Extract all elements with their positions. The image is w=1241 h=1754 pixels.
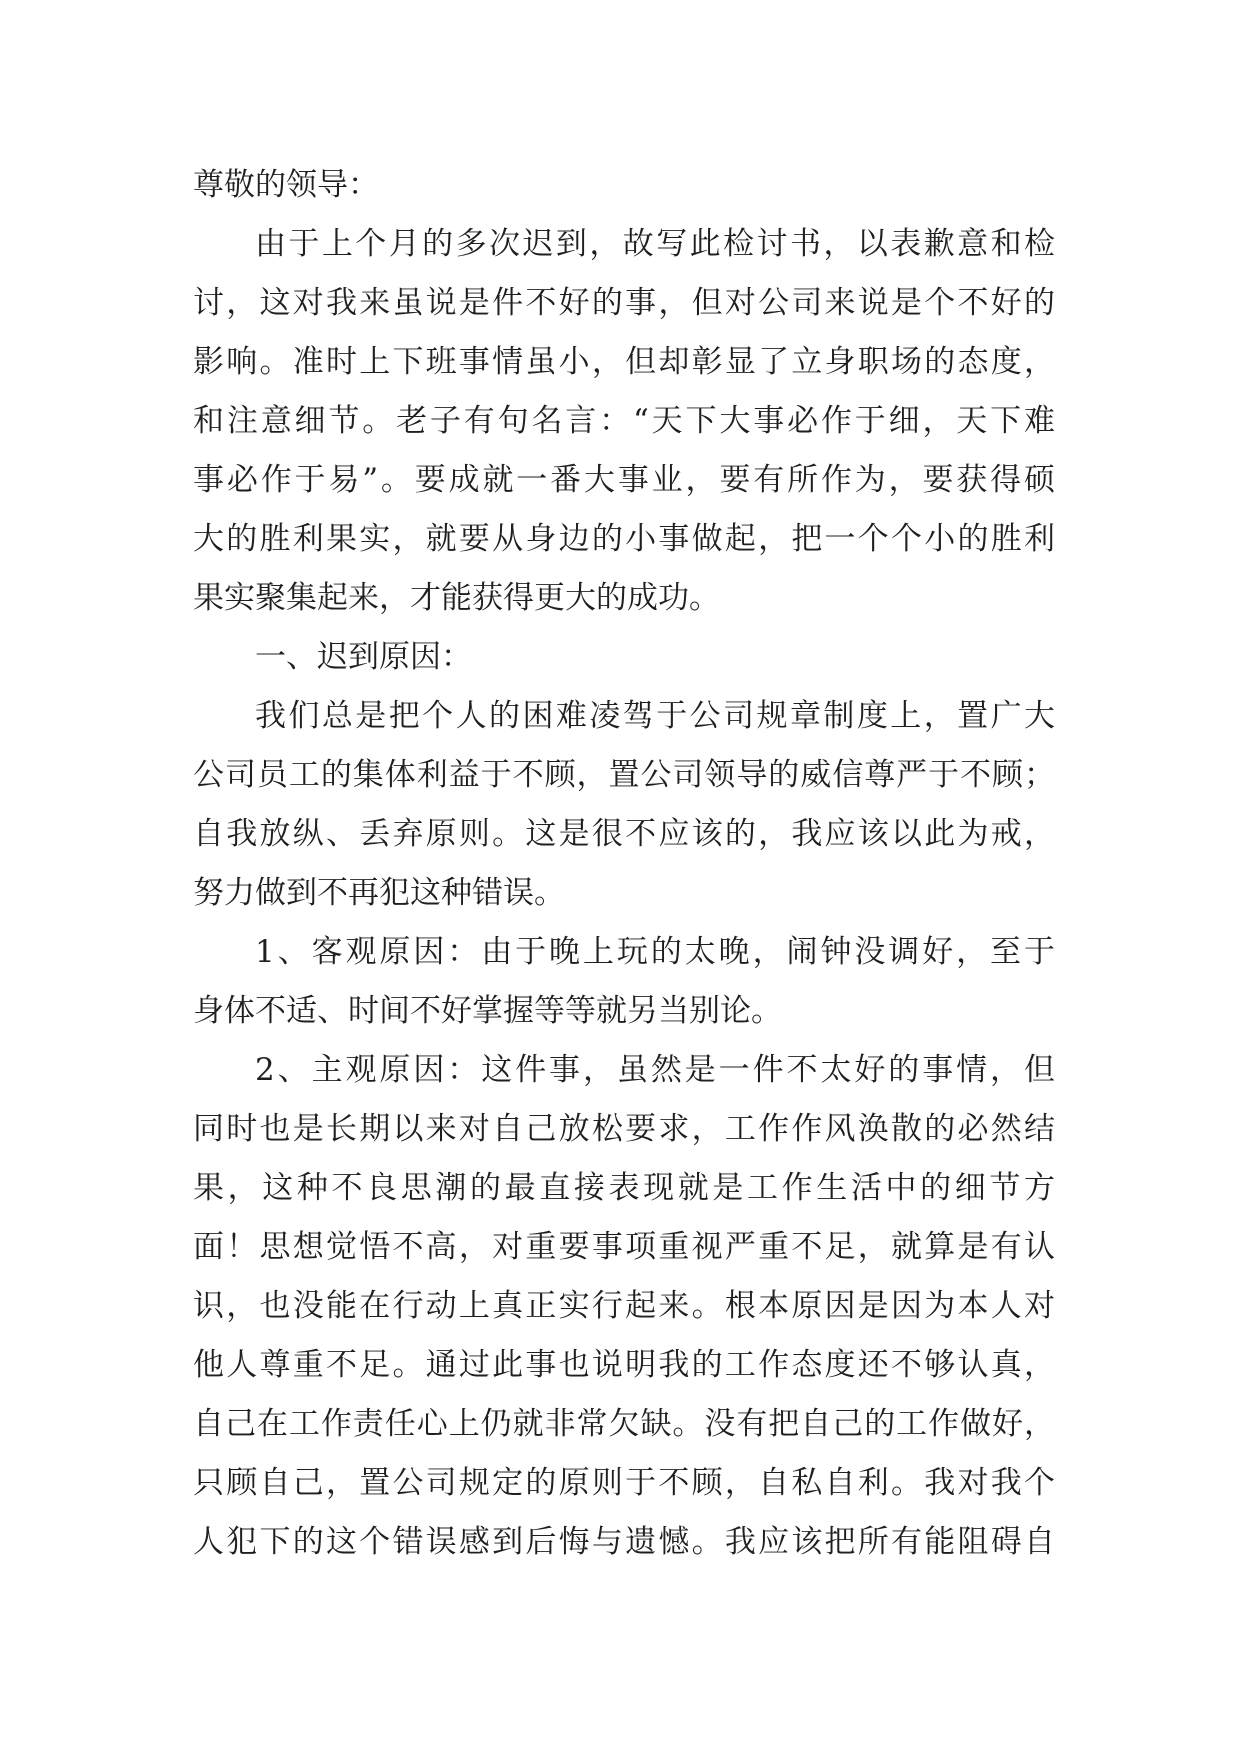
paragraph-reasons (193, 687, 1055, 923)
section-heading (193, 628, 1055, 687)
text-line: 讨，这对我来虽说是件不好的事，但对公司来说是个不好的 (193, 285, 1055, 321)
paragraph-objective-reason (193, 923, 1055, 1041)
text-line: 由于上个月的多次迟到，故写此检讨书，以表歉意和检 (255, 226, 1055, 262)
text-line: 自我放纵、丢弃原则。这是很不应该的，我应该以此为戒， (193, 816, 1055, 852)
text-line: 面！思想觉悟不高，对重要事项重视严重不足，就算是有认 (193, 1229, 1055, 1265)
paragraph-intro (193, 215, 1055, 628)
text-line: 自己在工作责任心上仍就非常欠缺。没有把自己的工作做好， (193, 1406, 1055, 1442)
text-line: 人犯下的这个错误感到后悔与遗憾。我应该把所有能阻碍自 (193, 1524, 1055, 1560)
text-line: 他人尊重不足。通过此事也说明我的工作态度还不够认真， (193, 1347, 1055, 1383)
text-line: 事必作于易”。要成就一番大事业，要有所作为，要获得硕 (193, 462, 1055, 498)
document-body (193, 156, 1055, 1572)
paragraph-subjective-reason (193, 1041, 1055, 1572)
text-line: 公司员工的集体利益于不顾，置公司领导的威信尊严于不顾； (193, 757, 1055, 793)
text-line: 只顾自己，置公司规定的原则于不顾，自私自利。我对我个 (193, 1465, 1055, 1501)
text-line: 同时也是长期以来对自己放松要求，工作作风涣散的必然结 (193, 1111, 1055, 1147)
text-line: 身体不适、时间不好掌握等等就另当别论。 (193, 993, 782, 1029)
text-line: 和注意细节。老子有句名言：“天下大事必作于细，天下难 (193, 403, 1055, 439)
salutation-line: 尊敬的领导： (193, 167, 379, 203)
text-line: 大的胜利果实，就要从身边的小事做起，把一个个小的胜利 (193, 521, 1055, 557)
text-line: 1、客观原因：由于晚上玩的太晚，闹钟没调好，至于 (255, 934, 1055, 970)
text-line: 努力做到不再犯这种错误。 (193, 875, 565, 911)
text-line: 影响。准时上下班事情虽小，但却彰显了立身职场的态度， (193, 344, 1055, 380)
text-line: 果，这种不良思潮的最直接表现就是工作生活中的细节方 (193, 1170, 1055, 1206)
salutation (193, 156, 1055, 215)
text-line: 果实聚集起来，才能获得更大的成功。 (193, 580, 720, 616)
text-line: 识，也没能在行动上真正实行起来。根本原因是因为本人对 (193, 1288, 1055, 1324)
heading-line: 一、迟到原因： (255, 639, 472, 675)
text-line: 2、主观原因：这件事，虽然是一件不太好的事情，但 (255, 1052, 1055, 1088)
text-line: 我们总是把个人的困难凌驾于公司规章制度上，置广大 (255, 698, 1055, 734)
